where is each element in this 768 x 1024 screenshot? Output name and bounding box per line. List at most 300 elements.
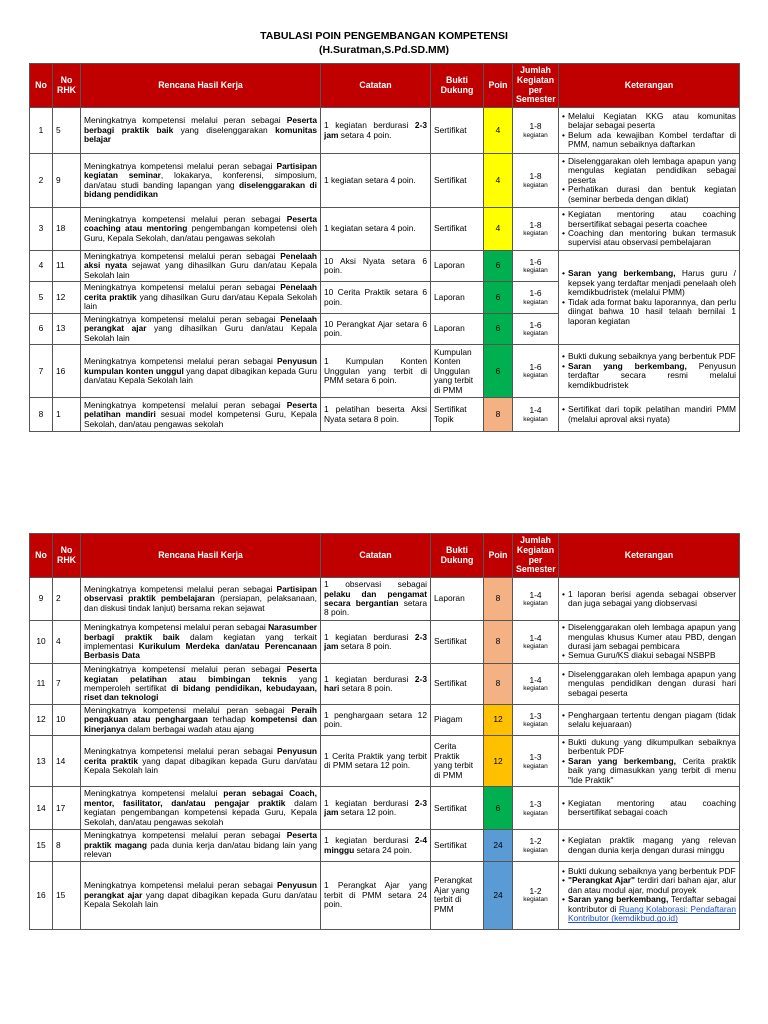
keterangan-list	[562, 210, 736, 248]
jumlah-range: 1-3	[529, 799, 542, 810]
kegiatan-unit: kegiatan	[523, 809, 548, 817]
table-row	[30, 736, 740, 787]
keterangan-item	[568, 757, 736, 785]
text-run: 1 kegiatan setara 4 poin.	[324, 174, 416, 185]
text-run: di bidang pendidikan, kebudayaan, riset dan teknologi	[84, 683, 318, 703]
rencana-hasil-kerja	[81, 578, 321, 621]
text-run: Harus guru / kepsek yang terdaftar menjadi penelaah oleh kemdikbudristek (melalui PMM)	[568, 268, 736, 298]
rencana-hasil-kerja	[81, 861, 321, 929]
text-run: peran sebagai Coach, mentor, fasilitator, dan/atau pengajar praktik	[84, 788, 317, 808]
rencana-hasil-kerja	[81, 664, 321, 705]
col-header-rencana: Rencana Hasil Kerja	[81, 534, 321, 578]
text-run: 1 laporan berisi agenda sebagai observer dan juga sebagai yang diobservasi	[568, 588, 736, 608]
keterangan-item	[568, 298, 736, 326]
poin-value: 12	[484, 736, 513, 787]
table-row	[30, 787, 740, 830]
document-title: TABULASI POIN PENGEMBANGAN KOMPETENSI	[260, 30, 508, 42]
catatan	[321, 621, 431, 664]
jumlah-kegiatan	[513, 154, 559, 208]
text-run: setara 12 poin.	[338, 807, 397, 818]
keterangan-item	[568, 799, 736, 818]
keterangan	[559, 830, 740, 861]
text-run: setara 4 poin.	[338, 129, 392, 140]
jumlah-kegiatan	[513, 208, 559, 251]
keterangan-list	[562, 269, 736, 326]
row-number: 5	[30, 282, 53, 313]
rencana-hasil-kerja	[81, 108, 321, 154]
kegiatan-unit: kegiatan	[523, 721, 548, 729]
keterangan	[559, 208, 740, 251]
keterangan-item	[568, 269, 736, 297]
text-run: pelaku dan pengamat secara bergantian	[324, 588, 427, 608]
text-run: yang dapat dibagikan kepada Guru dan/atau Kepala Sekolah lain	[84, 365, 317, 386]
text-run: Kegiatan mentoring atau coaching bersertifikat sebagai peserta coachee	[568, 209, 736, 229]
jumlah-kegiatan	[513, 108, 559, 154]
text-run: Meningkatnya kompetensi melalui peran sebagai	[84, 399, 287, 410]
rhk-number: 8	[53, 830, 81, 861]
rhk-number: 5	[53, 108, 81, 154]
text-run: Saran yang berkembang,	[568, 360, 687, 371]
text-run: Tidak ada format baku laporannya, dan perlu diingat bahwa 10 hasil telaah bernilai 1 laporan kegiatan	[568, 296, 736, 326]
points-table-2	[29, 533, 740, 930]
rencana-hasil-kerja	[81, 208, 321, 251]
text-run: komunitas belajar	[84, 124, 318, 145]
keterangan-item	[568, 670, 736, 698]
jumlah-range: 1-4	[529, 405, 542, 416]
jumlah-kegiatan	[513, 861, 559, 929]
jumlah-range: 1-8	[529, 121, 542, 132]
keterangan	[559, 736, 740, 787]
keterangan-list	[562, 157, 736, 204]
keterangan-item	[568, 711, 736, 730]
text-run: yang dihasilkan Guru dan/atau Kepala Sekolah lain	[84, 291, 317, 312]
col-header-keterangan: Keterangan	[559, 64, 740, 108]
keterangan	[559, 578, 740, 621]
text-run: yang dihasilkan Guru dan/atau Kepala Sekolah lain	[84, 323, 317, 343]
keterangan-item	[568, 623, 736, 651]
keterangan-list	[562, 836, 736, 855]
table-row	[30, 861, 740, 929]
jumlah-kegiatan	[513, 398, 559, 432]
jumlah-range: 1-4	[529, 632, 542, 643]
text-run: Kegiatan mentoring atau coaching bersertifikat sebagai coach	[568, 797, 736, 818]
catatan	[321, 154, 431, 208]
text-run: Diselenggarakan oleh lembaga apapun yang mengulas pendidikan dengan durasi hari sebagai peserta	[568, 668, 736, 698]
row-number: 2	[30, 154, 53, 208]
keterangan-list	[562, 623, 736, 661]
rencana-hasil-kerja	[81, 830, 321, 861]
poin-value: 4	[484, 108, 513, 154]
rencana-hasil-kerja	[81, 787, 321, 830]
table-row	[30, 108, 740, 154]
catatan	[321, 664, 431, 705]
text-run: pengembangan kompetensi oleh Guru, Kepala Sekolah, dan/atau pengawas sekolah	[84, 223, 317, 243]
text-run: Partisipan kegiatan seminar	[84, 160, 317, 181]
text-run: Bukti dukung sebaiknya yang berbentuk PDF	[568, 865, 736, 876]
text-run: Saran yang berkembang,	[568, 755, 676, 766]
text-run: Meningkatnya kompetensi melalui peran sebagai	[84, 664, 287, 675]
text-run: setara 8 poin.	[339, 683, 393, 693]
rencana-hasil-kerja	[81, 251, 321, 282]
catatan	[321, 398, 431, 432]
jumlah-kegiatan	[513, 345, 559, 398]
text-run: 2-3 jam	[324, 797, 427, 818]
keterangan-list	[562, 112, 736, 150]
keterangan	[559, 251, 740, 345]
text-run: yang dapat dibagikan kepada Guru dan/atau Kepala Sekolah lain	[84, 755, 317, 776]
text-run: Diselenggarakan oleh lembaga apapun yang mengulas khusus Kumer atau PBD, dengan durasi jam sebagai pembicara	[568, 622, 736, 651]
rhk-number: 9	[53, 154, 81, 208]
rencana-hasil-kerja	[81, 154, 321, 208]
catatan	[321, 313, 431, 344]
col-header-jumlah: Jumlah Kegiatan per Semester	[513, 64, 559, 108]
text-run: Belum ada kewajiban Kombel terdaftar di PMM, namun sebaiknya daftarkan	[568, 129, 736, 149]
text-run: setara 8 poin.	[338, 641, 392, 651]
rencana-hasil-kerja	[81, 398, 321, 432]
text-run: Peserta berbagi praktik baik	[84, 115, 317, 135]
rhk-number: 18	[53, 208, 81, 251]
keterangan	[559, 345, 740, 398]
jumlah-range: 1-6	[529, 288, 542, 299]
catatan	[321, 108, 431, 154]
text-run: 1 Kumpulan Konten Unggulan yang terbit di PMM setara 6 poin.	[324, 356, 427, 386]
bukti-dukung: Laporan	[431, 251, 484, 282]
rencana-hasil-kerja	[81, 736, 321, 787]
kegiatan-unit: kegiatan	[523, 846, 548, 854]
bukti-dukung: Sertifikat	[431, 154, 484, 208]
keterangan-item	[568, 651, 736, 660]
table-header-row	[30, 534, 740, 578]
text-run: kompetensi dan kinerjanya	[84, 714, 317, 734]
jumlah-range: 1-6	[529, 256, 542, 267]
col-header-poin: Poin	[484, 534, 513, 578]
rencana-hasil-kerja	[81, 621, 321, 664]
jumlah-kegiatan	[513, 830, 559, 861]
text-run: Kurikulum Merdeka dan/atau Perencanaan Berbasis Data	[84, 641, 317, 661]
text-run: Meningkatnya kompetensi melalui peran sebagai	[84, 583, 277, 594]
table-row	[30, 621, 740, 664]
rhk-number: 17	[53, 787, 81, 830]
text-run: Penghargaan tertentu dengan piagam (tidak selalu kejuaraan)	[568, 709, 736, 730]
text-run: 1 kegiatan berdurasi	[324, 835, 415, 846]
jumlah-kegiatan	[513, 251, 559, 282]
col-header-jumlah: Jumlah Kegiatan per Semester	[513, 534, 559, 578]
points-table-1	[29, 63, 740, 432]
keterangan-list	[562, 352, 736, 390]
row-number: 1	[30, 108, 53, 154]
kegiatan-unit: kegiatan	[523, 415, 548, 423]
text-run: (persiapan, pelaksanaan, dan diskusi tindak lanjut) bersama rekan sejawat	[84, 593, 317, 613]
kegiatan-unit: kegiatan	[523, 230, 548, 238]
table-row	[30, 208, 740, 251]
kegiatan-unit: kegiatan	[523, 298, 548, 306]
text-run: Penyusun terdaftar secara resmi melalui kemdikbudristek	[568, 360, 737, 390]
catatan	[321, 282, 431, 313]
keterangan-list	[562, 799, 736, 818]
catatan	[321, 787, 431, 830]
keterangan-item	[568, 590, 736, 609]
text-run: 1 Perangkat Ajar yang terbit di PMM setara 24 poin.	[324, 880, 427, 910]
row-number: 13	[30, 736, 53, 787]
keterangan-list	[562, 670, 736, 698]
rhk-number: 13	[53, 313, 81, 344]
jumlah-range: 1-8	[529, 171, 542, 182]
kegiatan-unit: kegiatan	[523, 181, 548, 189]
rhk-number: 16	[53, 345, 81, 398]
text-run: pada dunia kerja dan/atau bidang lain yang relevan	[84, 839, 318, 860]
table-header-row	[30, 64, 740, 108]
rencana-hasil-kerja	[81, 282, 321, 313]
text-run: Perhatikan durasi dan bentuk kegiatan (seminar berbeda dengan diklat)	[568, 184, 736, 204]
jumlah-range: 1-8	[529, 219, 542, 230]
text-run: 2-3 jam	[324, 120, 427, 140]
text-run: Peserta kegiatan pelatihan atau bimbingan teknis	[84, 664, 317, 684]
jumlah-kegiatan	[513, 282, 559, 313]
text-run: yang dapat dibagikan kepada Guru dan/atau Kepala Sekolah lain	[84, 889, 317, 910]
text-run: Terdaftar sebagai kontributor di	[568, 894, 736, 914]
table-row	[30, 251, 740, 282]
bukti-dukung: Cerita Praktik yang terbit di PMM	[431, 736, 484, 787]
table-row	[30, 830, 740, 861]
rhk-number: 12	[53, 282, 81, 313]
col-header-poin: Poin	[484, 64, 513, 108]
bukti-dukung: Sertifikat Topik	[431, 398, 484, 432]
jumlah-range: 1-4	[529, 589, 542, 600]
poin-value: 6	[484, 787, 513, 830]
bukti-dukung: Piagam	[431, 705, 484, 736]
keterangan	[559, 108, 740, 154]
table-row	[30, 705, 740, 736]
keterangan	[559, 621, 740, 664]
row-number: 8	[30, 398, 53, 432]
text-run: Bukti dukung sebaiknya yang berbentuk PDF	[568, 351, 736, 362]
row-number: 12	[30, 705, 53, 736]
text-run: Meningkatnya kompetensi melalui peran sebagai	[84, 313, 281, 324]
text-run: 1 observasi sebagai	[324, 579, 427, 590]
text-run: Cerita praktik baik yang dimasukkan yang terbit di menu "Ide Praktik"	[568, 755, 736, 785]
text-run: dalam kegiatan pengembangan kompetensi kepada Guru, Kepala Sekolah, dan/atau pengawas sekolah	[84, 797, 317, 827]
rencana-hasil-kerja	[81, 705, 321, 736]
bukti-dukung: Sertifikat	[431, 208, 484, 251]
text-run: 2-3 jam	[324, 631, 427, 651]
kontributor-link[interactable]: Ruang Kolaborasi: Pendaftaran Kontributor (kemdikbud.go.id)	[568, 903, 736, 924]
text-run: 1 kegiatan berdurasi	[324, 120, 415, 131]
text-run: Kegiatan praktik magang yang relevan dengan dunia kerja dengan durasi minggu	[568, 835, 736, 855]
kegiatan-unit: kegiatan	[523, 131, 548, 139]
bukti-dukung: Laporan	[431, 578, 484, 621]
jumlah-range: 1-2	[529, 885, 542, 896]
rencana-hasil-kerja	[81, 313, 321, 344]
jumlah-kegiatan	[513, 736, 559, 787]
keterangan	[559, 705, 740, 736]
row-number: 3	[30, 208, 53, 251]
kegiatan-unit: kegiatan	[523, 643, 548, 651]
text-run: Meningkatnya kompetensi melalui peran sebagai	[84, 213, 287, 224]
text-run: "Perangkat Ajar"	[568, 875, 636, 886]
text-run: 2-4 minggu	[324, 835, 427, 855]
col-header-keterangan: Keterangan	[559, 534, 740, 578]
rhk-number: 15	[53, 861, 81, 929]
col-header-catatan: Catatan	[321, 64, 431, 108]
jumlah-kegiatan	[513, 313, 559, 344]
text-run: Meningkatnya kompetensi melalui peran sebagai	[84, 880, 277, 891]
text-run: 1 penghargaan setara 12 poin.	[324, 709, 427, 730]
bukti-dukung: Laporan	[431, 282, 484, 313]
jumlah-range: 1-4	[529, 674, 542, 685]
text-run: Semua Guru/KS diakui sebagai NSBPB	[568, 650, 716, 661]
kegiatan-unit: kegiatan	[523, 896, 548, 904]
keterangan-item	[568, 229, 736, 248]
col-header-no: No	[30, 64, 53, 108]
text-run: Penelaah aksi nyata	[84, 251, 317, 271]
keterangan	[559, 861, 740, 929]
text-run: Sertifikat dari topik pelatihan mandiri PMM (melalui aproval aksi nyata)	[568, 404, 736, 424]
keterangan	[559, 664, 740, 705]
poin-value: 24	[484, 861, 513, 929]
jumlah-range: 1-6	[529, 361, 542, 372]
catatan	[321, 705, 431, 736]
catatan	[321, 208, 431, 251]
keterangan-list	[562, 711, 736, 730]
text-run: Penyusun perangkat ajar	[84, 880, 317, 900]
poin-value: 24	[484, 830, 513, 861]
keterangan-item	[568, 405, 736, 424]
text-run: Meningkatnya kompetensi melalui peran sebagai	[84, 746, 277, 757]
poin-value: 8	[484, 664, 513, 705]
keterangan-item	[568, 876, 736, 895]
jumlah-range: 1-6	[529, 319, 542, 330]
text-run: Narasumber berbagi praktik baik	[84, 622, 317, 642]
col-header-rencana: Rencana Hasil Kerja	[81, 64, 321, 108]
kegiatan-unit: kegiatan	[523, 762, 548, 770]
table-row	[30, 398, 740, 432]
rhk-number: 2	[53, 578, 81, 621]
catatan	[321, 861, 431, 929]
poin-value: 6	[484, 345, 513, 398]
row-number: 9	[30, 578, 53, 621]
bukti-dukung: Sertifikat	[431, 664, 484, 705]
keterangan-list	[562, 867, 736, 924]
keterangan-item	[568, 112, 736, 131]
rhk-number: 1	[53, 398, 81, 432]
text-run: yang memperoleh sertifikat	[84, 673, 317, 693]
col-header-bukti: Bukti Dukung	[431, 64, 484, 108]
row-number: 16	[30, 861, 53, 929]
text-run: 10 Cerita Praktik setara 6 poin.	[324, 287, 427, 307]
keterangan-list	[562, 590, 736, 609]
rhk-number: 4	[53, 621, 81, 664]
poin-value: 12	[484, 705, 513, 736]
jumlah-kegiatan	[513, 787, 559, 830]
keterangan-item	[568, 131, 736, 150]
text-run: Meningkatnya kompetensi melalui	[84, 788, 224, 799]
text-run: Meningkatnya kompetensi melalui peran sebagai	[84, 830, 287, 841]
text-run: Penyusun kumpulan konten unggul	[84, 356, 317, 376]
keterangan-item	[568, 738, 736, 757]
text-run: Peserta pelatihan mandiri	[84, 399, 317, 420]
col-header-catatan: Catatan	[321, 534, 431, 578]
text-run: Coaching dan mentoring bukan termasuk supervisi atau observasi pembelajaran	[568, 228, 736, 248]
text-run: 1 kegiatan berdurasi	[324, 631, 415, 642]
text-run: 1 kegiatan berdurasi	[324, 797, 415, 808]
text-run: 10 Perangkat Ajar setara 6 poin.	[324, 318, 427, 339]
text-run: Meningkatnya kompetensi melalui peran sebagai	[84, 251, 281, 261]
text-run: Meningkatnya kompetensi melalui peran sebagai	[84, 115, 287, 126]
row-number: 15	[30, 830, 53, 861]
keterangan-list	[562, 738, 736, 785]
col-header-no: No	[30, 534, 53, 578]
text-run: Meningkatnya kompetensi melalui peran sebagai	[84, 160, 277, 171]
text-run: Partisipan observasi praktik pembelajaran	[84, 583, 317, 604]
kegiatan-unit: kegiatan	[523, 685, 548, 693]
poin-value: 8	[484, 398, 513, 432]
text-run: terdiri dari bahan ajar, alur dan atau modul ajar, modul proyek	[568, 875, 737, 895]
rhk-number: 11	[53, 251, 81, 282]
document-subtitle: (H.Suratman,S.Pd.SD.MM)	[318, 44, 450, 56]
catatan	[321, 736, 431, 787]
table-row	[30, 664, 740, 705]
text-run: , lokakarya, konferensi, simposium, dan/atau studi banding lapangan yang	[84, 170, 317, 190]
poin-value: 8	[484, 578, 513, 621]
poin-value: 6	[484, 251, 513, 282]
text-run: Meningkatnya kompetensi melalui peran sebagai	[84, 282, 281, 293]
text-run: 1 kegiatan setara 4 poin.	[324, 223, 416, 234]
text-run: setara 8 poin.	[324, 598, 428, 618]
bukti-dukung: Sertifikat	[431, 621, 484, 664]
text-run: Saran yang berkembang,	[568, 268, 676, 279]
col-header-no-rhk: No RHK	[53, 64, 81, 108]
rencana-hasil-kerja	[81, 345, 321, 398]
bukti-dukung: Laporan	[431, 313, 484, 344]
text-run: Penelaah perangkat ajar	[84, 313, 317, 334]
catatan	[321, 830, 431, 861]
table-row	[30, 578, 740, 621]
text-run: 2-3 hari	[324, 673, 427, 693]
text-run: Saran yang berkembang,	[568, 894, 669, 905]
keterangan-item	[568, 836, 736, 855]
jumlah-range: 1-2	[529, 836, 542, 847]
poin-value: 4	[484, 154, 513, 208]
keterangan-item	[568, 895, 736, 923]
text-run: 1 Cerita Praktik yang terbit di PMM setara 12 poin.	[324, 750, 427, 771]
keterangan-list	[562, 405, 736, 424]
col-header-no-rhk: No RHK	[53, 534, 81, 578]
row-number: 7	[30, 345, 53, 398]
text-run: Meningkatnya kompetensi melalui peran sebagai	[84, 356, 277, 367]
poin-value: 6	[484, 282, 513, 313]
text-run: setara 24 poin.	[354, 844, 412, 855]
text-run: dalam kegiatan yang terkait implementasi	[84, 631, 317, 651]
bukti-dukung: Perangkat Ajar yang terbit di PMM	[431, 861, 484, 929]
rhk-number: 10	[53, 705, 81, 736]
kegiatan-unit: kegiatan	[523, 372, 548, 380]
text-run: Penelaah cerita praktik	[84, 282, 317, 302]
row-number: 11	[30, 664, 53, 705]
text-run: dalam berbagai wadah atau ajang	[125, 723, 254, 734]
text-run: Meningkatnya kompetensi melalui peran sebagai	[84, 622, 269, 633]
keterangan-item	[568, 210, 736, 229]
catatan	[321, 251, 431, 282]
table-row	[30, 154, 740, 208]
jumlah-range: 1-3	[529, 752, 542, 763]
text-run: 10 Aksi Nyata setara 6 poin.	[324, 255, 427, 276]
bukti-dukung: Sertifikat	[431, 830, 484, 861]
text-run: Melalui Kegiatan KKG atau komunitas belajar sebagai peserta	[568, 110, 736, 131]
jumlah-kegiatan	[513, 705, 559, 736]
text-run: Peraih pengakuan atau penghargaan	[84, 705, 317, 725]
kegiatan-unit: kegiatan	[523, 600, 548, 608]
text-run: Meningkatnya kompetensi melalui peran sebagai	[84, 705, 292, 715]
